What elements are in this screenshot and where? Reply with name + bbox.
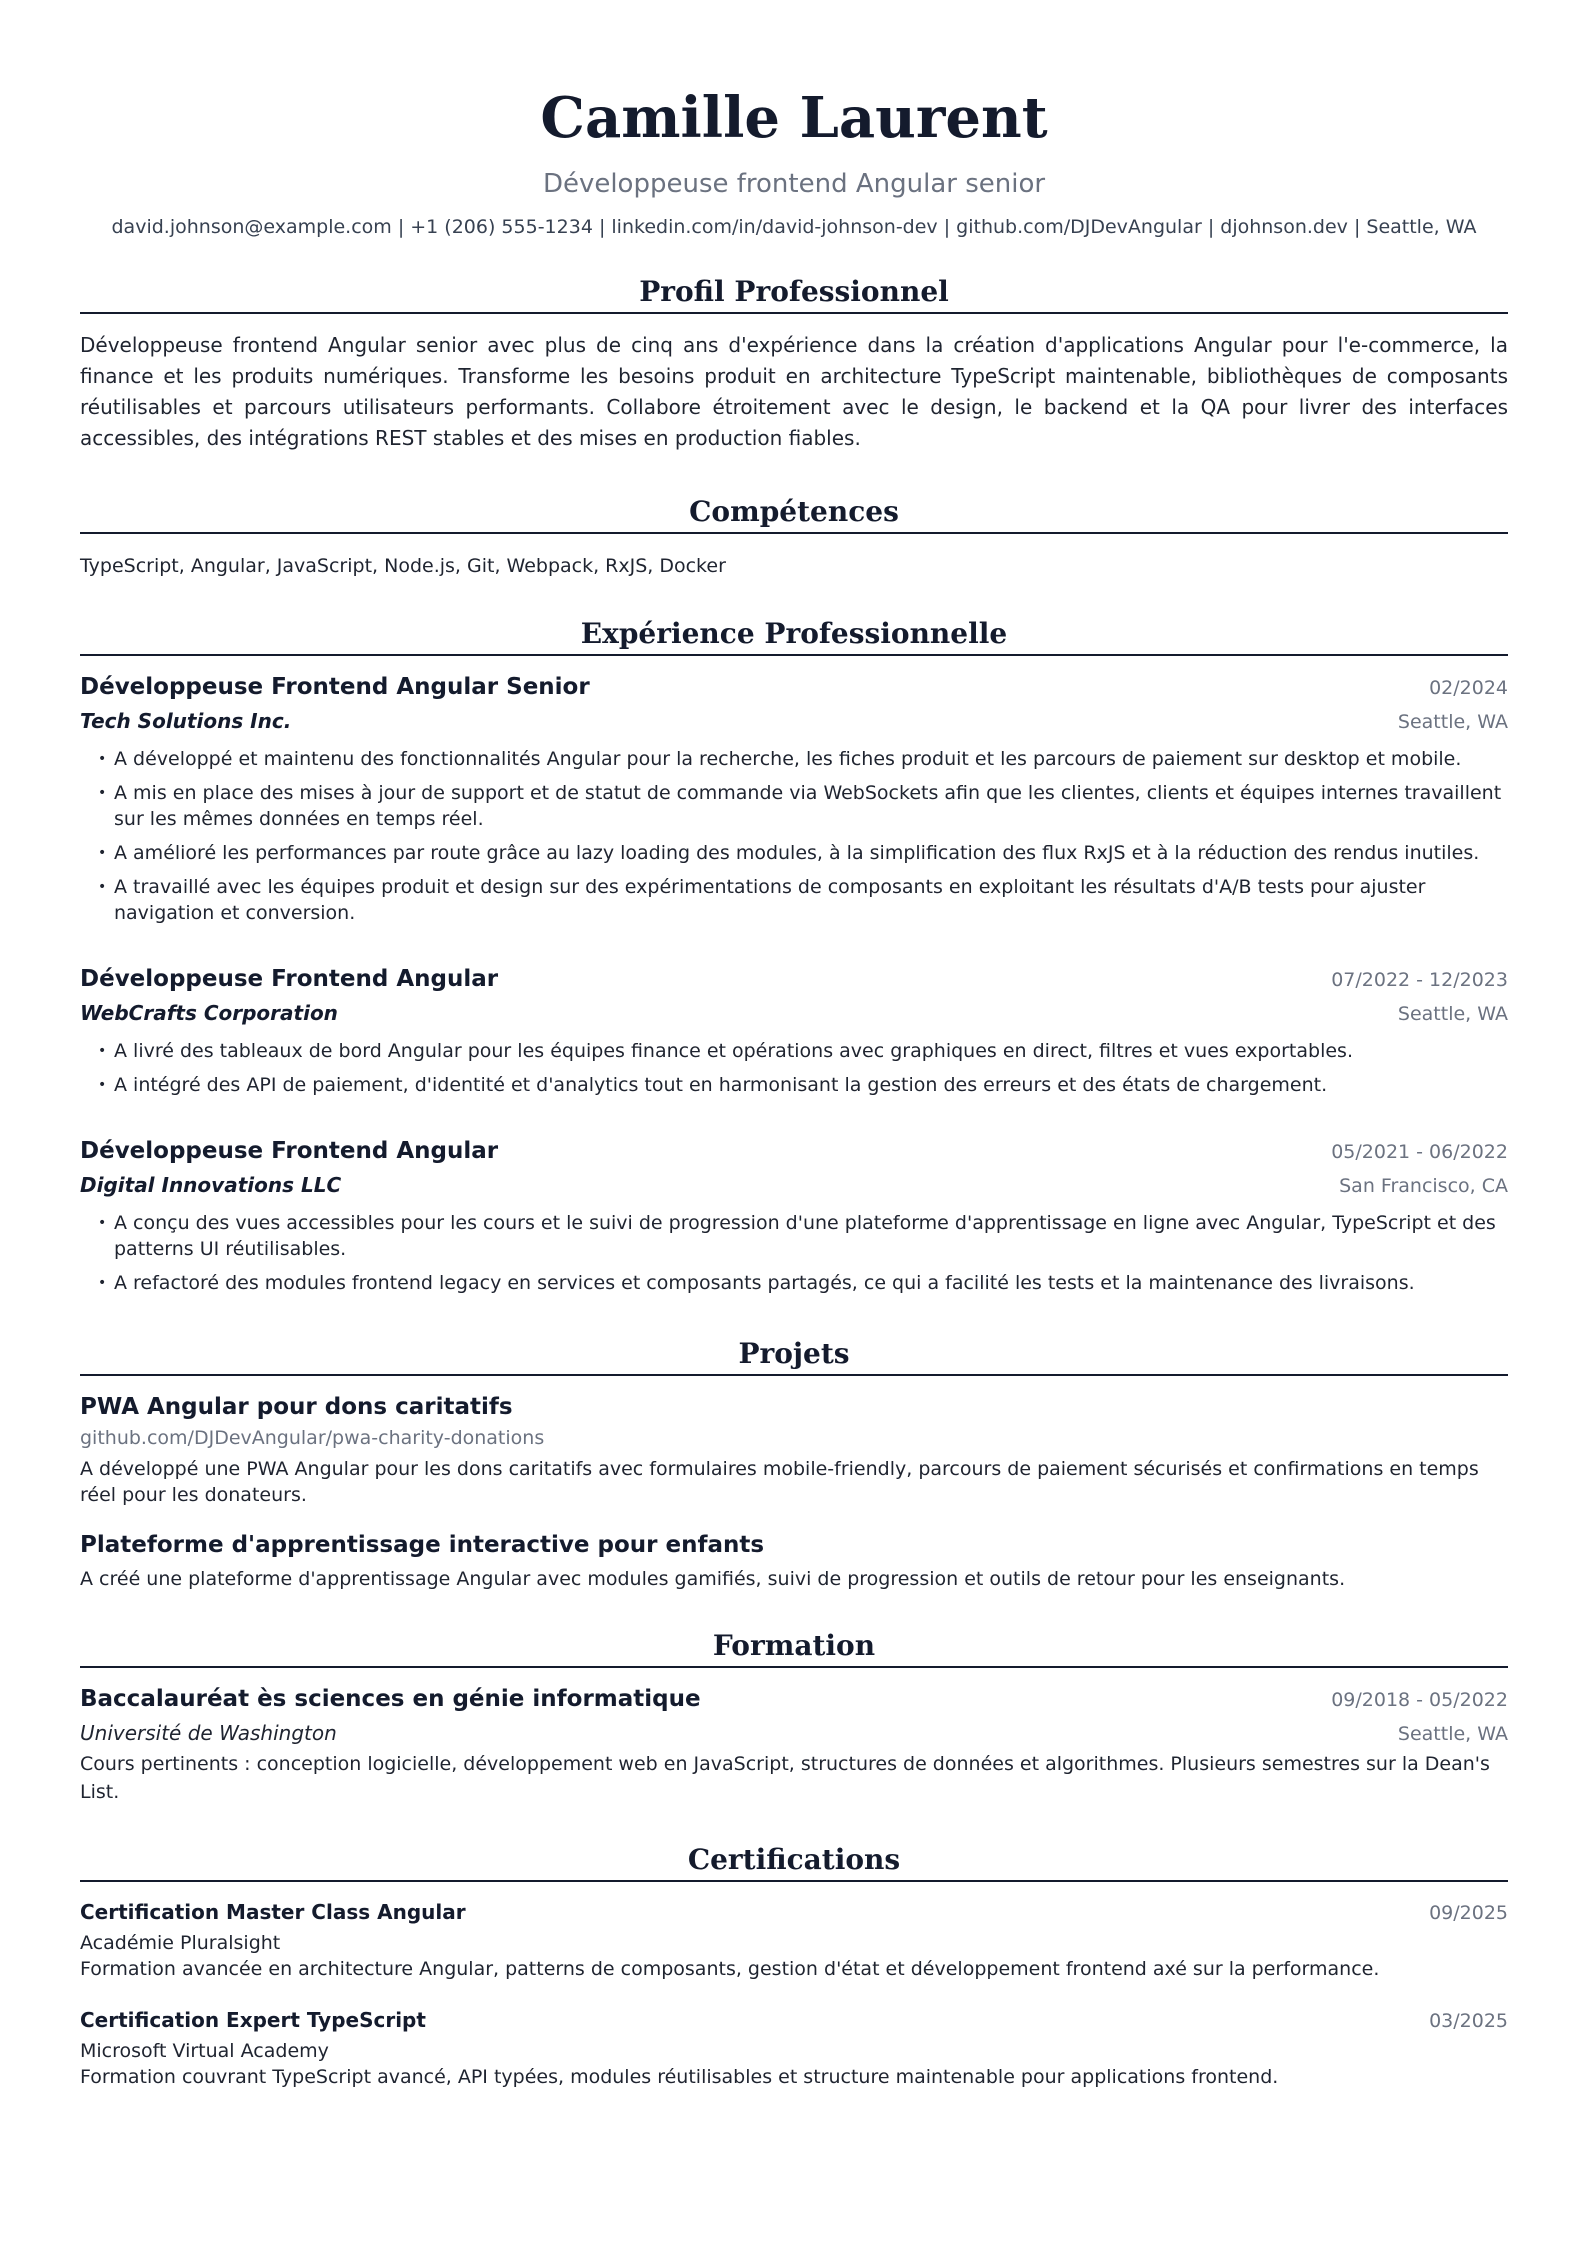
resume-header (80, 84, 1508, 240)
project-entry (80, 1390, 1508, 1508)
school-location: Seattle, WA (1397, 1723, 1508, 1745)
certification-date: 03/2025 (1429, 2010, 1508, 2032)
certification-title: Certification Master Class Angular (80, 1900, 466, 1924)
job-bullet: • A refactoré des modules frontend legacy en services et composants partagés, ce qui a facilité les tests et la maintenance des livraisons. (98, 1270, 1508, 1296)
project-description: A développé une PWA Angular pour les dons caritatifs avec formulaires mobile-friendly, parcours de paiement sécurisés et confirmations en temps réel pour les donateurs. (80, 1458, 1479, 1506)
job-location: Seattle, WA (1397, 711, 1508, 733)
section-heading: Certifications (80, 1842, 1508, 1882)
degree-title: Baccalauréat ès sciences en génie informatique (80, 1686, 701, 1712)
section-profile (80, 274, 1508, 454)
section-certifications (80, 1842, 1508, 2090)
skills-list: TypeScript, Angular, JavaScript, Node.js, Git, Webpack, RxJS, Docker (80, 555, 726, 577)
section-heading: Formation (80, 1628, 1508, 1668)
job-entry (80, 1134, 1508, 1296)
contact-line: david.johnson@example.com | +1 (206) 555-1234 | linkedin.com/in/david-johnson-dev | github.com/DJDevAngular | djohnson.dev | Seattle, WA (111, 216, 1477, 238)
job-bullets (80, 1210, 1508, 1296)
certification-title: Certification Expert TypeScript (80, 2008, 426, 2032)
job-company: Tech Solutions Inc. (80, 709, 292, 733)
job-company: Digital Innovations LLC (80, 1173, 342, 1197)
job-company: WebCrafts Corporation (80, 1001, 338, 1025)
job-title: Développeuse Frontend Angular (80, 1138, 499, 1164)
candidate-title: Développeuse frontend Angular senior (542, 169, 1046, 199)
certification-issuer: Microsoft Virtual Academy (80, 2040, 329, 2062)
section-skills (80, 494, 1508, 580)
certification-entry (80, 2004, 1508, 2090)
project-entry (80, 1528, 1508, 1592)
job-title: Développeuse Frontend Angular (80, 966, 499, 992)
project-title: PWA Angular pour dons caritatifs (80, 1394, 513, 1420)
section-projects (80, 1336, 1508, 1592)
project-title: Plateforme d'apprentissage interactive pour enfants (80, 1532, 765, 1558)
section-education (80, 1628, 1508, 1806)
job-bullet: • A livré des tableaux de bord Angular pour les équipes finance et opérations avec graphiques en direct, filtres et vues exportables. (98, 1038, 1508, 1064)
job-bullets (80, 1038, 1508, 1098)
job-bullet: • A amélioré les performances par route grâce au lazy loading des modules, à la simplification des flux RxJS et à la réduction des rendus inutiles. (98, 840, 1508, 866)
job-bullet: • A travaillé avec les équipes produit et design sur des expérimentations de composants en exploitant les résultats d'A/B tests pour ajuster navigation et conversion. (98, 874, 1508, 926)
job-date: 02/2024 (1429, 677, 1508, 699)
education-description: Cours pertinents : conception logicielle, développement web en JavaScript, structures de données et algorithmes. Plusieurs semestres sur la Dean's List. (80, 1753, 1490, 1803)
candidate-name: Camille Laurent (540, 85, 1048, 151)
education-date: 09/2018 - 05/2022 (1331, 1689, 1508, 1711)
job-date: 05/2021 - 06/2022 (1331, 1141, 1508, 1163)
job-bullet: • A intégré des API de paiement, d'identité et d'analytics tout en harmonisant la gestion des erreurs et des états de chargement. (98, 1072, 1508, 1098)
section-heading: Expérience Professionnelle (80, 616, 1508, 656)
job-location: Seattle, WA (1397, 1003, 1508, 1025)
project-description: A créé une plateforme d'apprentissage Angular avec modules gamifiés, suivi de progression et outils de retour pour les enseignants. (80, 1568, 1346, 1590)
certification-date: 09/2025 (1429, 1902, 1508, 1924)
section-experience (80, 616, 1508, 1296)
project-link[interactable]: github.com/DJDevAngular/pwa-charity-donations (80, 1427, 545, 1449)
school-name: Université de Washington (80, 1721, 337, 1745)
profile-summary: Développeuse frontend Angular senior avec plus de cinq ans d'expérience dans la création d'applications Angular pour l'e-commerce, la finance et les produits numériques. Transforme les besoins produit en architecture TypeScript maintenable, bibliothèques de composants réutilisables et parcours utilisateurs performants. Collabore étroitement avec le design, le backend et la QA pour livrer des interfaces accessibles, des intégrations REST stables et des mises en production fiables. (80, 333, 1508, 450)
certification-issuer: Académie Pluralsight (80, 1932, 281, 1954)
job-bullet: • A développé et maintenu des fonctionnalités Angular pour la recherche, les fiches produit et les parcours de paiement sur desktop et mobile. (98, 746, 1508, 772)
job-entry (80, 670, 1508, 926)
job-location: San Francisco, CA (1339, 1175, 1508, 1197)
section-heading: Projets (80, 1336, 1508, 1376)
certification-description: Formation avancée en architecture Angular, patterns de composants, gestion d'état et développement frontend axé sur la performance. (80, 1958, 1380, 1980)
job-bullet: • A conçu des vues accessibles pour les cours et le suivi de progression d'une plateforme d'apprentissage en ligne avec Angular, TypeScript et des patterns UI réutilisables. (98, 1210, 1508, 1262)
job-entry (80, 962, 1508, 1098)
certification-entry (80, 1896, 1508, 1982)
section-heading: Profil Professionnel (80, 274, 1508, 314)
job-bullets (80, 746, 1508, 926)
job-title: Développeuse Frontend Angular Senior (80, 674, 590, 700)
job-bullet: • A mis en place des mises à jour de support et de statut de commande via WebSockets afin que les clientes, clients et équipes internes travaillent sur les mêmes données en temps réel. (98, 780, 1508, 832)
section-heading: Compétences (80, 494, 1508, 534)
job-date: 07/2022 - 12/2023 (1331, 969, 1508, 991)
certification-description: Formation couvrant TypeScript avancé, API typées, modules réutilisables et structure maintenable pour applications frontend. (80, 2066, 1279, 2088)
